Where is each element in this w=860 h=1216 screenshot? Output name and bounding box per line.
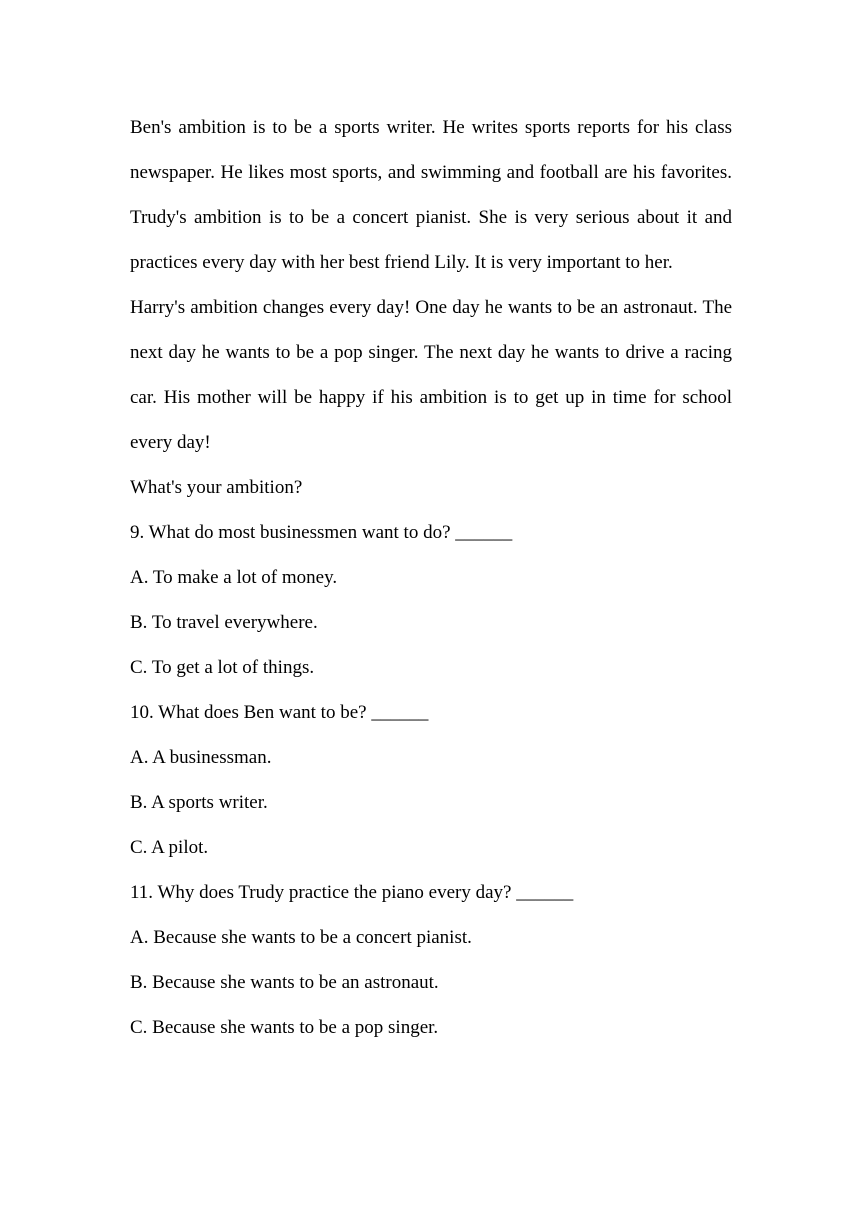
option-a: A. Because she wants to be a concert pianist. <box>130 927 472 948</box>
document-page <box>130 105 732 1050</box>
passage-paragraph-ben-trudy: Ben's ambition is to be a sports writer. He writes sports reports for his class newspaper. He likes most sports, and swimming and football are his favorites. Trudy's ambition is to be a concert pianist. She is very serious about it and practices every day with her best friend Lily. It is very important to her. <box>130 117 732 273</box>
option-c: C. A pilot. <box>130 837 209 858</box>
question-10 <box>130 690 732 870</box>
question-9 <box>130 510 732 690</box>
question-text: 9. What do most businessmen want to do? ______ <box>130 522 513 543</box>
option-b: B. A sports writer. <box>130 792 268 813</box>
option-c: C. To get a lot of things. <box>130 657 315 678</box>
question-text: 11. Why does Trudy practice the piano every day? ______ <box>130 882 574 903</box>
question-text: 10. What does Ben want to be? ______ <box>130 702 429 723</box>
option-b: B. To travel everywhere. <box>130 612 318 633</box>
option-b: B. Because she wants to be an astronaut. <box>130 972 439 993</box>
passage-paragraph-harry: Harry's ambition changes every day! One day he wants to be an astronaut. The next day he wants to be a pop singer. The next day he wants to drive a racing car. His mother will be happy if his ambition is to get up in time for school every day! <box>130 297 732 453</box>
option-a: A. A businessman. <box>130 747 272 768</box>
option-a: A. To make a lot of money. <box>130 567 338 588</box>
question-11 <box>130 870 732 1050</box>
option-c: C. Because she wants to be a pop singer. <box>130 1017 439 1038</box>
passage-closing-question: What's your ambition? <box>130 477 303 498</box>
